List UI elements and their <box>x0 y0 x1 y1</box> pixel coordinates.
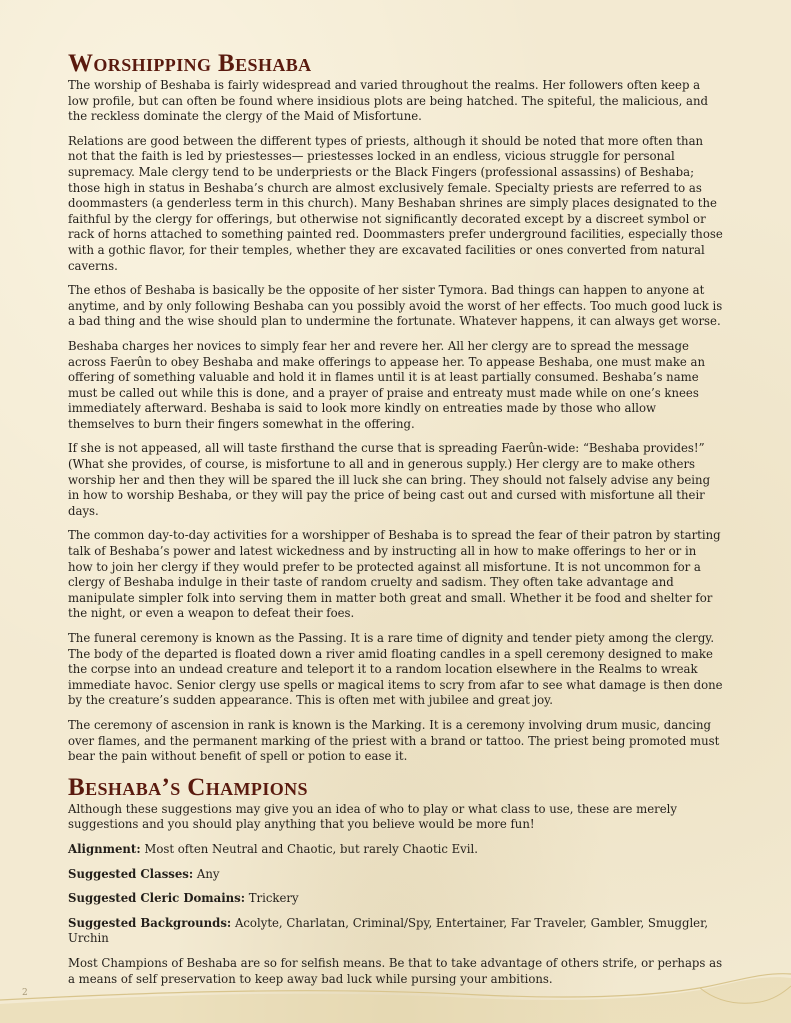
classes-value: Any <box>193 866 220 881</box>
body-paragraph: The ethos of Beshaba is basically be the opposite of her sister Tymora. Bad things can happen to anyone at anytime, and by only following Beshaba can you possibly avoid the worst of her effects. Too much good luck is a bad thing and the wise should plan to undermine the fortunate. Whatever happens, it can always get worse. <box>68 283 723 329</box>
body-paragraph: The ceremony of ascension in rank is known is the Marking. It is a ceremony involving drum music, dancing over flames, and the permanent marking of the priest with a brand or tattoo. The priest being promoted must bear the pain without benefit of spell or potion to ease it. <box>68 717 720 764</box>
domains-label: Suggested Cleric Domains: <box>68 891 246 906</box>
closing-paragraph: Most Champions of Beshaba are so for selfish means. Be that to take advantage of others strife, or perhaps as a means of self preservation to keep away bad luck while pursing your ambitions. <box>68 955 723 986</box>
section-heading-worshipping: Worshipping Beshaba <box>68 50 312 77</box>
footer-swoosh <box>0 977 791 1023</box>
body-paragraph: Relations are good between the different types of priests, although it should be noted that more often than not that the faith is led by priestesses— priestesses locked in an endless, vicious struggle for personal supremacy. Male clergy tend to be underpriests or the Black Fingers (professional assassins) of Beshaba; those high in status in Beshaba’s church are almost exclusively female. Specialty priests are referred to as doommasters (a genderless term in this church). Many Beshaban shrines are simply places designated to the faithful by the clergy for offerings, but otherwise not significantly decorated except by a discreet symbol or rack of horns attached to something painted red. Doommasters prefer underground facilities, especially those with a gothic flavor, for their temples, whether they are excavated facilities or ones converted from natural caverns. <box>68 133 723 273</box>
domains-value: Trickery <box>245 891 299 906</box>
champions-intro: Although these suggestions may give you an idea of who to play or what class to use, these are merely suggestions and you should play anything that you believe would be more fun! <box>68 801 677 832</box>
body-paragraph: The worship of Beshaba is fairly widespread and varied throughout the realms. Her followers often keep a low profile, but can often be found where insidious plots are being hatched. The spiteful, the malicious, and the reckless dominate the clergy of the Maid of Misfortune. <box>68 78 709 124</box>
body-paragraph: The funeral ceremony is known as the Passing. It is a rare time of dignity and tender piety among the clergy. The body of the departed is floated down a river amid floating candles in a spell ceremony designed to make the corpse into an undead creature and teleport it to a random location elsewhere in the Realms to wreak immediate havoc. Senior clergy use spells or magical items to scry from afar to see what damage is then done by the creature’s sudden appearance. This is often met with jubilee and great joy. <box>68 631 723 708</box>
body-paragraph: The common day-to-day activities for a worshipper of Beshaba is to spread the fear of their patron by starting talk of Beshaba’s power and latest wickedness and by instructing all in how to make offerings to her or in how to join her clergy if they would prefer to be protected against all misfortune. It is not uncommon for a clergy of Beshaba indulge in their taste of random cruelty and sadism. They often take advantage and manipulate simpler folk into serving them in matter both great and small. Whether it be food and shelter for the night, or even a weapon to defeat their foes. <box>68 528 721 621</box>
section-heading-champions: Beshaba’s Champions <box>68 773 308 801</box>
backgrounds-line <box>68 916 724 947</box>
domains-line <box>68 891 724 907</box>
alignment-label: Alignment: <box>68 841 141 856</box>
page-content <box>68 50 724 996</box>
backgrounds-label: Suggested Backgrounds: <box>68 915 232 930</box>
backgrounds-value: Acolyte, Charlatan, Criminal/Spy, Entertainer, Far Traveler, Gambler, Smuggler, Urchin <box>68 915 709 946</box>
footer-ornament <box>0 960 791 1023</box>
body-paragraph: Beshaba charges her novices to simply fear her and revere her. All her clergy are to spread the message across Faerûn to obey Beshaba and make offerings to appease her. To appease Beshaba, one must make an offering of something valuable and hold it in flames until it is at least partially consumed. Beshaba’s name must be called out while this is done, and a prayer of praise and entreaty must made while on one’s knees immediately afterward. Beshaba is said to look more kindly on entreaties made by those who allow themselves to burn their fingers somewhat in the offering. <box>68 338 706 431</box>
page-number: 2 <box>22 988 28 998</box>
body-paragraph: If she is not appeased, all will taste firsthand the curse that is spreading Faerûn-wide: “Beshaba provides!” (What she provides, of course, is misfortune to all and in generous supply.) Her clergy are to make others worship her and then they will be spared the ill luck she can bring. They should not falsely advise any being in how to worship Beshaba, or they will pay the price of being cast out and cursed with misfortune all their days. <box>68 441 711 518</box>
classes-label: Suggested Classes: <box>68 866 194 881</box>
classes-line <box>68 867 724 883</box>
alignment-value: Most often Neutral and Chaotic, but rarely Chaotic Evil. <box>140 841 478 856</box>
alignment-line <box>68 842 724 858</box>
